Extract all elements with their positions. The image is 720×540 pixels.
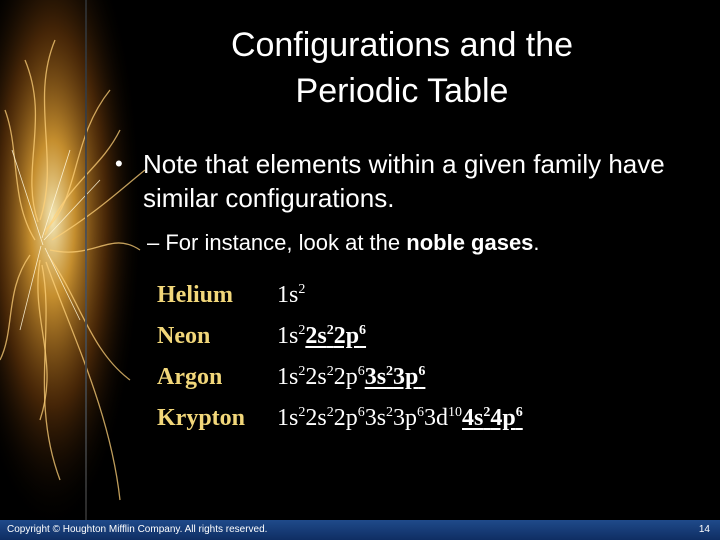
orbital: 3p — [393, 405, 418, 431]
main-bullet-text: Note that elements within a given family have similar configurations. — [143, 149, 665, 213]
orbital-electrons: 2 — [298, 405, 306, 420]
orbital-electrons: 6 — [418, 364, 426, 379]
orbital-electrons: 2 — [326, 364, 334, 379]
orbital-electrons: 2 — [298, 364, 306, 379]
slide-title — [110, 22, 694, 114]
main-bullet — [115, 147, 675, 215]
orbital: 3s — [364, 364, 387, 390]
orbital: 1s — [277, 405, 299, 431]
electron-configuration — [277, 364, 425, 391]
orbital-electrons: 6 — [357, 364, 365, 379]
orbital-electrons: 2 — [386, 364, 394, 379]
sub-bullet-bold: noble gases — [406, 230, 534, 255]
orbital: 2s — [305, 405, 327, 431]
orbital: 2s — [305, 364, 327, 390]
copyright-text: Copyright © Houghton Mifflin Company. All rights reserved. — [7, 524, 268, 535]
orbital: 2p — [333, 364, 358, 390]
orbital: 2p — [333, 405, 358, 431]
bullet-dot-icon: • — [115, 151, 123, 176]
element-name: Argon — [157, 364, 223, 390]
sub-bullet-prefix: – For instance, look at the — [147, 230, 407, 255]
orbital: 1s — [277, 323, 299, 349]
page-number: 14 — [698, 524, 710, 535]
sub-bullet — [147, 229, 707, 257]
electron-configuration — [277, 282, 305, 309]
element-name: Krypton — [157, 405, 246, 431]
sub-bullet-suffix: . — [533, 230, 540, 255]
orbital: 1s — [277, 282, 299, 308]
electron-configuration — [277, 405, 523, 432]
valence-shell — [462, 405, 523, 431]
title-line-1: Configurations and the — [230, 26, 574, 64]
orbital-electrons: 2 — [326, 323, 334, 338]
electron-configuration — [277, 323, 366, 350]
valence-shell — [365, 364, 426, 390]
orbital-electrons: 6 — [515, 405, 523, 420]
orbital-electrons: 2 — [386, 405, 394, 420]
orbital: 2p — [333, 323, 360, 349]
orbital: 3p — [393, 364, 419, 390]
orbital-electrons: 6 — [357, 405, 365, 420]
orbital-electrons: 2 — [483, 405, 491, 420]
valence-shell — [305, 323, 366, 349]
orbital-electrons: 6 — [417, 405, 425, 420]
footer-bar — [0, 520, 720, 540]
slide-divider — [85, 0, 87, 520]
element-name: Neon — [157, 323, 211, 349]
orbital: 4p — [490, 405, 516, 431]
orbital: 3s — [364, 405, 387, 431]
orbital-electrons: 6 — [359, 323, 367, 338]
element-name: Helium — [157, 282, 233, 308]
orbital-electrons: 10 — [448, 405, 463, 420]
orbital: 4s — [462, 405, 484, 431]
orbital-electrons: 2 — [298, 323, 306, 338]
orbital: 1s — [277, 364, 299, 390]
title-line-2: Periodic Table — [295, 72, 509, 110]
orbital-electrons: 2 — [326, 405, 334, 420]
orbital: 2s — [305, 323, 327, 349]
orbital: 3d — [424, 405, 449, 431]
orbital-electrons: 2 — [298, 282, 306, 297]
